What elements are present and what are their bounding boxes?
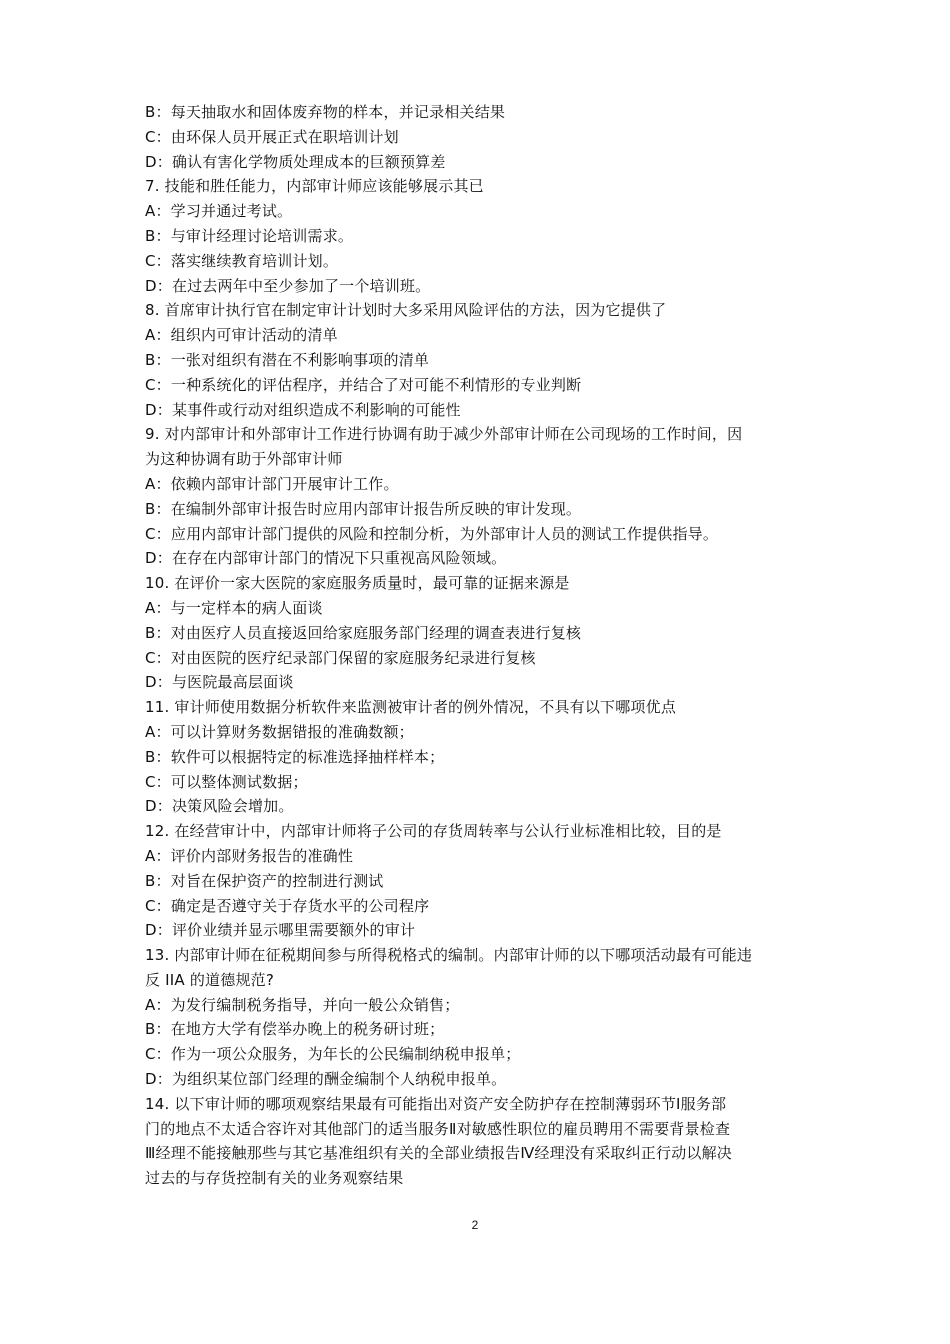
option-c: C：确定是否遵守关于存货水平的公司程序 xyxy=(145,896,430,915)
option-b: B：在地方大学有偿举办晚上的税务研讨班； xyxy=(145,1020,445,1039)
option-d: D：在存在内部审计部门的情况下只重视高风险领域。 xyxy=(145,549,507,568)
option-d: D：为组织某位部门经理的酬金编制个人纳税申报单。 xyxy=(145,1070,507,1089)
question-10: 10. 在评价一家大医院的家庭服务质量时，最可靠的证据来源是 xyxy=(145,574,570,593)
option-a: A：与一定样本的病人面谈 xyxy=(145,598,323,617)
question-14-cont: 门的地点不太适合容许对其他部门的适当服务Ⅱ对敏感性职位的雇员聘用不需要背景检查 xyxy=(145,1119,731,1138)
question-14: 14. 以下审计师的哪项观察结果最有可能指出对资产安全防护存在控制薄弱环节Ⅰ服务部 xyxy=(145,1094,727,1113)
text-line: C：由环保人员开展正式在职培训计划 xyxy=(145,127,399,146)
option-a: A：组织内可审计活动的清单 xyxy=(145,326,338,345)
document-body xyxy=(145,100,815,1191)
option-a: A：学习并通过考试。 xyxy=(145,202,293,221)
option-b: B：在编制外部审计报告时应用内部审计报告所反映的审计发现。 xyxy=(145,499,582,518)
question-14-cont: 过去的与存货控制有关的业务观察结果 xyxy=(145,1169,404,1188)
option-d: D：在过去两年中至少参加了一个培训班。 xyxy=(145,276,431,295)
option-c: C：应用内部审计部门提供的风险和控制分析，为外部审计人员的测试工作提供指导。 xyxy=(145,524,719,543)
option-c: C：可以整体测试数据； xyxy=(145,772,308,791)
question-8: 8. 首席审计执行官在制定审计计划时大多采用风险评估的方法，因为它提供了 xyxy=(145,301,667,320)
option-a: A：为发行编制税务指导，并向一般公众销售； xyxy=(145,995,460,1014)
question-7: 7. 技能和胜任能力，内部审计师应该能够展示其已 xyxy=(145,177,484,196)
question-12: 12. 在经营审计中，内部审计师将子公司的存货周转率与公认行业标准相比较，目的是 xyxy=(145,822,722,841)
option-d: D：决策风险会增加。 xyxy=(145,797,294,816)
question-13: 13. 内部审计师在征税期间参与所得税格式的编制。内部审计师的以下哪项活动最有可能违 xyxy=(145,946,753,965)
text-line: D：确认有害化学物质处理成本的巨额预算差 xyxy=(145,152,446,171)
option-a: A：可以计算财务数据错报的准确数额； xyxy=(145,722,414,741)
question-13-cont: 反 IIA 的道德规范? xyxy=(145,970,275,989)
text-line: B：每天抽取水和固体废弃物的样本，并记录相关结果 xyxy=(145,103,506,121)
option-a: A：评价内部财务报告的准确性 xyxy=(145,846,354,865)
option-c: C：落实继续教育培训计划。 xyxy=(145,251,339,270)
question-9-cont: 为这种协调有助于外部审计师 xyxy=(145,450,343,469)
option-b: B：对旨在保护资产的控制进行测试 xyxy=(145,871,384,890)
option-d: D：与医院最高层面谈 xyxy=(145,673,294,692)
page-number: 2 xyxy=(471,1218,479,1232)
question-11: 11. 审计师使用数据分析软件来监测被审计者的例外情况，不具有以下哪项优点 xyxy=(145,698,677,717)
option-b: B：与审计经理讨论培训需求。 xyxy=(145,226,354,245)
option-c: C：对由医院的医疗纪录部门保留的家庭服务纪录进行复核 xyxy=(145,648,536,667)
option-b: B：软件可以根据特定的标准选择抽样样本； xyxy=(145,747,445,766)
option-d: D：某事件或行动对组织造成不利影响的可能性 xyxy=(145,400,461,419)
question-9: 9. 对内部审计和外部审计工作进行协调有助于减少外部审计师在公司现场的工作时间，因 xyxy=(145,425,743,444)
question-14-cont: Ⅲ经理不能接触那些与其它基准组织有关的全部业绩报告Ⅳ经理没有采取纠正行动以解决 xyxy=(145,1144,732,1163)
option-b: B：一张对组织有潜在不利影响事项的清单 xyxy=(145,350,430,369)
option-a: A：依赖内部审计部门开展审计工作。 xyxy=(145,474,399,493)
option-d: D：评价业绩并显示哪里需要额外的审计 xyxy=(145,921,416,940)
option-c: C：一种系统化的评估程序，并结合了对可能不利情形的专业判断 xyxy=(145,375,582,394)
option-b: B：对由医疗人员直接返回给家庭服务部门经理的调查表进行复核 xyxy=(145,623,582,642)
option-c: C：作为一项公众服务，为年长的公民编制纳税申报单； xyxy=(145,1045,521,1064)
